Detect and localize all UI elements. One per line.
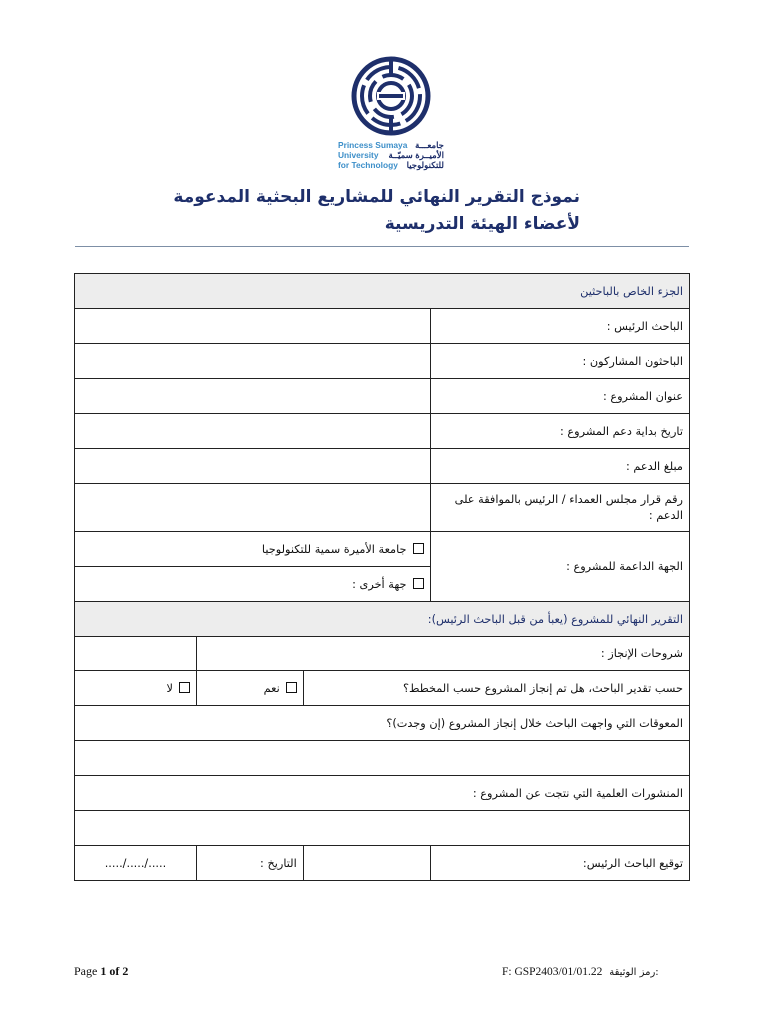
funding-amount-label: مبلغ الدعم :: [430, 449, 689, 484]
page-prefix: Page: [74, 964, 98, 978]
funder-option-other[interactable]: [75, 567, 431, 602]
plan-answer-yes[interactable]: [196, 671, 303, 706]
logo-en-line: for Technology: [338, 160, 398, 170]
funder-option-other-label: جهة أخرى :: [352, 577, 407, 591]
checkbox-psut[interactable]: [413, 543, 424, 554]
funding-start-date-label: تاريخ بداية دعم المشروع :: [430, 414, 689, 449]
lead-researcher-label: الباحث الرئيس :: [430, 309, 689, 344]
signature-field[interactable]: [303, 846, 430, 881]
logo-ar-line: للتكنولوجيا: [406, 160, 444, 170]
obstacles-label: المعوقات التي واجهت الباحث خلال إنجاز المشروع (إن وجدت)؟: [75, 706, 690, 741]
title-line-2: لأعضاء الهيئة التدريسية: [384, 214, 580, 234]
answer-no-label: لا: [166, 681, 173, 695]
report-form-table: [74, 273, 690, 881]
plan-answer-no[interactable]: [75, 671, 197, 706]
answer-yes-label: نعم: [263, 681, 280, 695]
section-final-report-header: التقرير النهائي للمشروع (يعبأ من قبل الباحث الرئيس):: [75, 602, 690, 637]
checkbox-yes[interactable]: [286, 682, 297, 693]
document-code: [502, 966, 659, 978]
page-number: [74, 964, 128, 979]
title-divider: [75, 246, 689, 247]
approval-decision-label: رقم قرار مجلس العمداء / الرئيس بالموافقة على الدعم :: [430, 484, 689, 532]
university-logo: [336, 56, 446, 178]
funding-amount-field[interactable]: [75, 449, 431, 484]
title-line-1: نموذج التقرير النهائي للمشاريع البحثية المدعومة: [173, 187, 580, 207]
co-researchers-label: الباحثون المشاركون :: [430, 344, 689, 379]
achievement-explanations-field[interactable]: [75, 637, 197, 671]
checkbox-no[interactable]: [179, 682, 190, 693]
funding-start-date-field[interactable]: [75, 414, 431, 449]
document-code-value: F: GSP2403/01/01.22: [502, 966, 603, 978]
page-current: 1: [100, 964, 107, 978]
project-title-field[interactable]: [75, 379, 431, 414]
logo-en-line: University: [338, 150, 379, 160]
funder-option-psut[interactable]: [75, 532, 431, 567]
checkbox-other[interactable]: [413, 578, 424, 589]
achievement-explanations-label: شروحات الإنجاز :: [196, 637, 689, 671]
page-title: [80, 184, 580, 238]
obstacles-field[interactable]: [75, 741, 690, 776]
plan-question-label: حسب تقدير الباحث، هل تم إنجاز المشروع حسب المخطط؟: [303, 671, 689, 706]
page-total: 2: [122, 964, 129, 978]
date-field[interactable]: ...../...../.....: [75, 846, 197, 881]
funding-body-label: الجهة الداعمة للمشروع :: [430, 532, 689, 602]
approval-decision-field[interactable]: [75, 484, 431, 532]
university-emblem-icon: [351, 56, 431, 136]
document-code-label: رمز الوثيقة:: [609, 967, 659, 978]
funder-option-psut-label: جامعة الأميرة سمية للتكنولوجيا: [261, 542, 407, 556]
section-researchers-header: الجزء الخاص بالباحثين: [75, 274, 690, 309]
logo-arabic-name: [388, 140, 444, 170]
logo-ar-line: جامعـــة: [415, 140, 444, 150]
logo-en-line: Princess Sumaya: [338, 140, 408, 150]
date-label: التاريخ :: [196, 846, 303, 881]
project-title-label: عنوان المشروع :: [430, 379, 689, 414]
co-researchers-field[interactable]: [75, 344, 431, 379]
publications-field[interactable]: [75, 811, 690, 846]
page-of: of: [109, 964, 120, 978]
lead-researcher-field[interactable]: [75, 309, 431, 344]
signature-label: توقيع الباحث الرئيس:: [430, 846, 689, 881]
logo-ar-line: الأميــرة سميّــة: [388, 150, 444, 160]
publications-label: المنشورات العلمية التي نتجت عن المشروع :: [75, 776, 690, 811]
